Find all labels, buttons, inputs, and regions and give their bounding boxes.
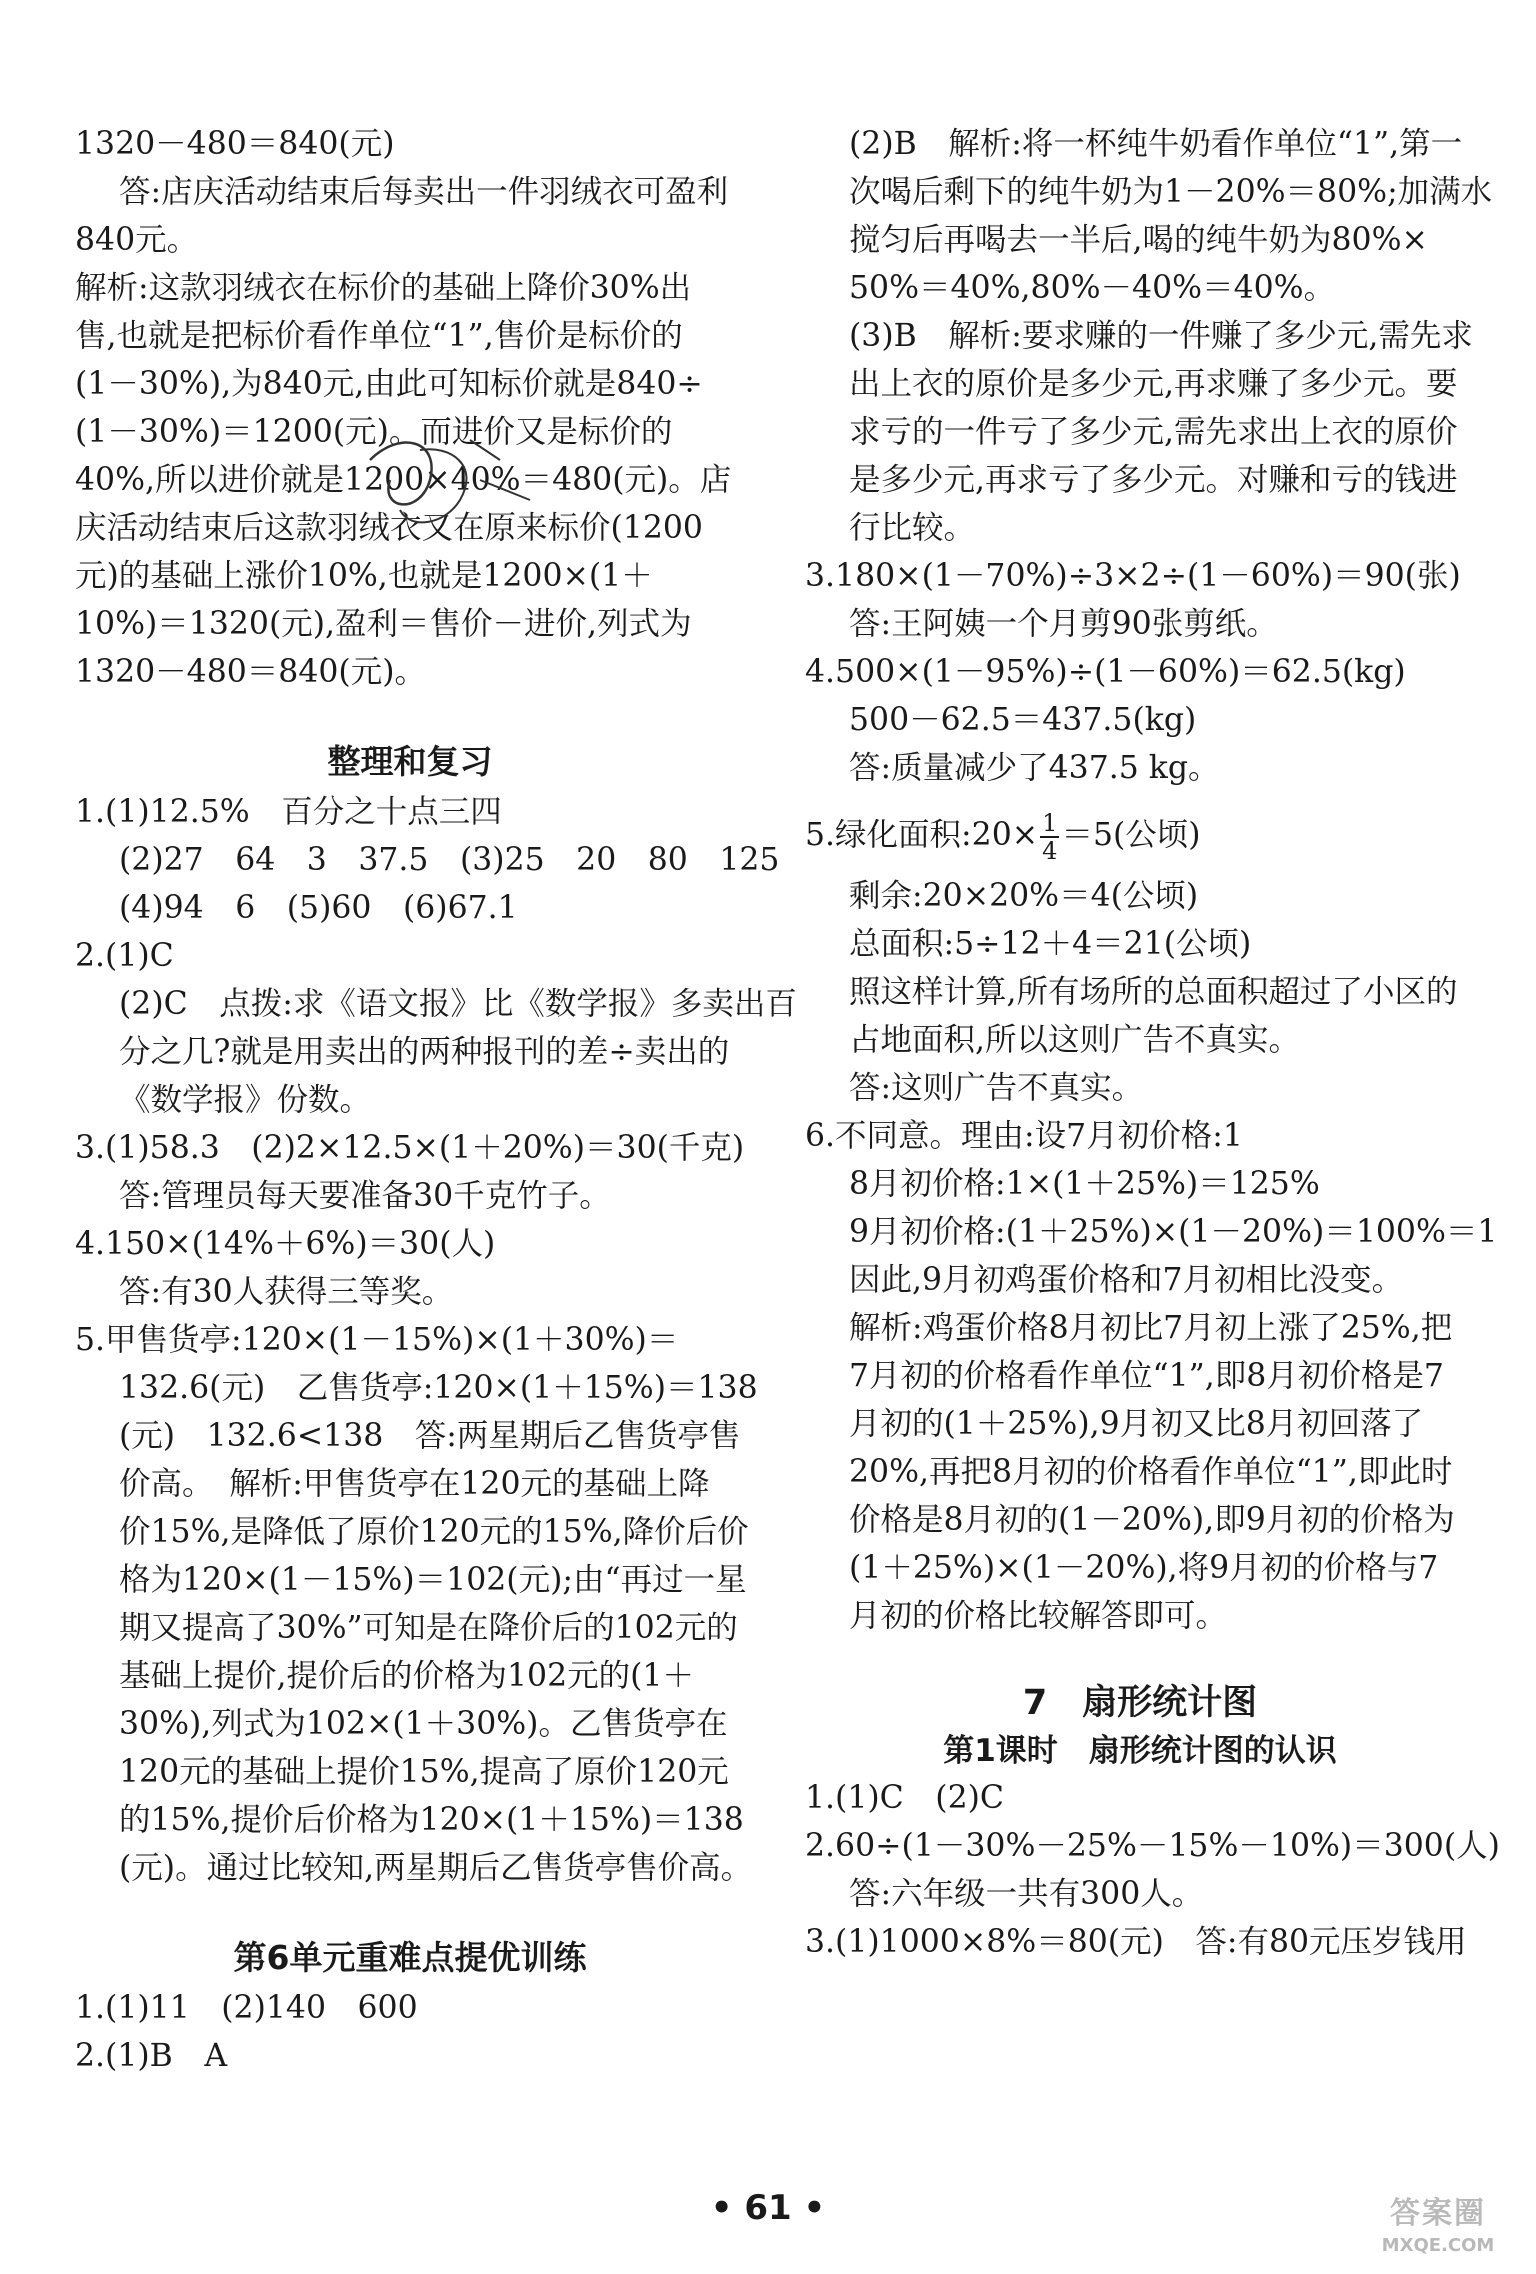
answer-line: 次喝后剩下的纯牛奶为1－20%＝80%;加满水 xyxy=(849,174,1493,210)
answer-line: 132.6(元) 乙售货亭:120×(1＋15%)＝138 xyxy=(119,1370,758,1406)
answer-line: 解析:鸡蛋价格8月初比7月初上涨了25%,把 xyxy=(849,1310,1453,1346)
answer-line: 4.500×(1－95%)÷(1－60%)＝62.5(kg) xyxy=(805,654,1406,690)
text-line: 840元。 xyxy=(75,222,199,258)
fraction-denominator: 4 xyxy=(1042,836,1058,865)
answer-line: 3.180×(1－70%)÷3×2÷(1－60%)＝90(张) xyxy=(805,558,1461,594)
answer-line: (4)94 6 (5)60 (6)67.1 xyxy=(119,890,518,926)
watermark-logo: 答案圈 xyxy=(1390,2196,1486,2231)
answer-line: 的15%,提价后价格为120×(1＋15%)＝138 xyxy=(119,1802,744,1838)
answer-line: 3.(1)1000×8%＝80(元) 答:有80元压岁钱用 xyxy=(805,1924,1467,1960)
answer-line: 总面积:5÷12＋4＝21(公顷) xyxy=(849,926,1252,962)
answer-line: 求亏的一件亏了多少元,需先求出上衣的原价 xyxy=(849,414,1458,450)
answer-line: 分之几?就是用卖出的两种报刊的差÷卖出的 xyxy=(119,1034,730,1070)
chapter-title: 7 扇形统计图 xyxy=(1022,1683,1258,1723)
answer-line: (2)27 64 3 37.5 (3)25 20 80 125 xyxy=(119,842,780,878)
text-line: 解析:这款羽绒衣在标价的基础上降价30%出 xyxy=(75,270,692,306)
watermark xyxy=(1358,2194,1518,2268)
page-number: • 61 • xyxy=(710,2188,826,2228)
text-segment: 5.绿化面积:20× xyxy=(805,817,1039,853)
answer-line: 2.(1)B A xyxy=(75,2038,228,2074)
answer-line: 出上衣的原价是多少元,再求赚了多少元。要 xyxy=(849,366,1458,402)
answer-line: 30%),列式为102×(1＋30%)。乙售货亭在 xyxy=(119,1706,728,1742)
answer-line: 50%＝40%,80%－40%＝40%。 xyxy=(849,270,1336,306)
answer-line: 1.(1)12.5% 百分之十点三四 xyxy=(75,794,502,830)
answer-line: (2)B 解析:将一杯纯牛奶看作单位“1”,第一 xyxy=(849,126,1463,162)
answer-line: 搅匀后再喝去一半后,喝的纯牛奶为80%× xyxy=(849,222,1428,258)
answer-line: 1.(1)11 (2)140 600 xyxy=(75,1990,418,2026)
fraction-numerator: 1 xyxy=(1042,808,1058,837)
answer-line: 价高。 解析:甲售货亭在120元的基础上降 xyxy=(119,1466,710,1502)
answer-line: 5.甲售货亭:120×(1－15%)×(1＋30%)＝ xyxy=(75,1322,679,1358)
text-line: 1320－480＝840(元)。 xyxy=(75,654,426,690)
answer-line: (元) 132.6<138 答:两星期后乙售货亭售 xyxy=(119,1418,741,1454)
answer-line: 价15%,是降低了原价120元的15%,降价后价 xyxy=(119,1514,749,1550)
answer-line: 格为120×(1－15%)＝102(元);由“再过一星 xyxy=(119,1562,747,1598)
answer-line: 期又提高了30%”可知是在降价后的102元的 xyxy=(119,1610,738,1646)
text-segment: ＝5(公顷) xyxy=(1061,817,1201,853)
text-line: 元)的基础上涨价10%,也就是1200×(1＋ xyxy=(75,558,653,594)
answer-line: 6.不同意。理由:设7月初价格:1 xyxy=(805,1118,1243,1154)
answer-line: 20%,再把8月初的价格看作单位“1”,即此时 xyxy=(849,1454,1453,1490)
section-title: 整理和复习 xyxy=(327,742,493,781)
answer-line: 答:六年级一共有300人。 xyxy=(849,1876,1204,1912)
answer-line: (3)B 解析:要求赚的一件赚了多少元,需先求 xyxy=(849,318,1473,354)
section-title: 第6单元重难点提优训练 xyxy=(233,1938,587,1977)
watermark-url: MXQE.COM xyxy=(1381,2235,1495,2256)
answer-line: 《数学报》份数。 xyxy=(119,1082,372,1118)
lesson-title: 第1课时 扇形统计图的认识 xyxy=(943,1733,1337,1769)
answer-line: 9月初价格:(1＋25%)×(1－20%)＝100%＝1 xyxy=(849,1214,1498,1250)
text-line: 1320－480＝840(元) xyxy=(75,126,395,162)
answer-line: 答:有30人获得三等奖。 xyxy=(119,1274,454,1310)
answer-line: 7月初的价格看作单位“1”,即8月初价格是7 xyxy=(849,1358,1444,1394)
answer-line: 占地面积,所以这则广告不真实。 xyxy=(849,1022,1301,1058)
answer-line: 剩余:20×20%＝4(公顷) xyxy=(849,878,1199,914)
answer-line: 答:这则广告不真实。 xyxy=(849,1070,1144,1106)
answer-line: 是多少元,再求亏了多少元。对赚和亏的钱进 xyxy=(849,462,1458,498)
answer-line: 3.(1)58.3 (2)2×12.5×(1＋20%)＝30(千克) xyxy=(75,1130,745,1166)
answer-line: 120元的基础上提价15%,提高了原价120元 xyxy=(119,1754,729,1790)
text-line: 40%,所以进价就是1200×40%＝480(元)。店 xyxy=(75,462,732,498)
text-line: (1－30%),为840元,由此可知标价就是840÷ xyxy=(75,366,703,402)
answer-line: 行比较。 xyxy=(849,510,976,546)
text-line: 10%)＝1320(元),盈利＝售价－进价,列式为 xyxy=(75,606,692,642)
answer-line: 因此,9月初鸡蛋价格和7月初相比没变。 xyxy=(849,1262,1404,1298)
fraction-line xyxy=(805,798,1475,872)
answer-line: 1.(1)C (2)C xyxy=(805,1780,1004,1816)
answer-line: 答:管理员每天要准备30千克竹子。 xyxy=(119,1178,611,1214)
handwritten-scribble xyxy=(360,420,560,550)
left-column xyxy=(75,120,797,2080)
text-line: 售,也就是把标价看作单位“1”,售价是标价的 xyxy=(75,318,683,354)
answer-line: 基础上提价,提价后的价格为102元的(1＋ xyxy=(119,1658,694,1694)
answer-line: (2)C 点拨:求《语文报》比《数学报》多卖出百 xyxy=(119,986,797,1022)
answer-line: 答:质量减少了437.5 kg。 xyxy=(849,750,1220,786)
answer-line: 2.60÷(1－30%－25%－15%－10%)＝300(人) xyxy=(805,1828,1500,1864)
answer-line: 2.(1)C xyxy=(75,938,174,974)
answer-line: 月初的价格比较解答即可。 xyxy=(849,1598,1228,1634)
text-line: 答:店庆活动结束后每卖出一件羽绒衣可盈利 xyxy=(119,174,729,210)
text-line: (1－30%)＝1200(元)。而进价又是标价的 xyxy=(75,414,673,450)
answer-line: 4.150×(14%＋6%)＝30(人) xyxy=(75,1226,496,1262)
answer-line: 月初的(1＋25%),9月初又比8月初回落了 xyxy=(849,1406,1424,1442)
answer-line: 500－62.5＝437.5(kg) xyxy=(849,702,1197,738)
answer-line: 照这样计算,所有场所的总面积超过了小区的 xyxy=(849,974,1458,1010)
answer-line: (1＋25%)×(1－20%),将9月初的价格与7 xyxy=(849,1550,1439,1586)
answer-line: (元)。通过比较知,两星期后乙售货亭售价高。 xyxy=(119,1850,753,1886)
answer-line: 价格是8月初的(1－20%),即9月初的价格为 xyxy=(849,1502,1455,1538)
answer-line: 8月初价格:1×(1＋25%)＝125% xyxy=(849,1166,1320,1202)
right-column xyxy=(805,120,1500,1966)
text-line: 庆活动结束后这款羽绒衣又在原来标价(1200 xyxy=(75,510,703,546)
fraction xyxy=(1040,810,1059,864)
answer-line: 答:王阿姨一个月剪90张剪纸。 xyxy=(849,606,1278,642)
